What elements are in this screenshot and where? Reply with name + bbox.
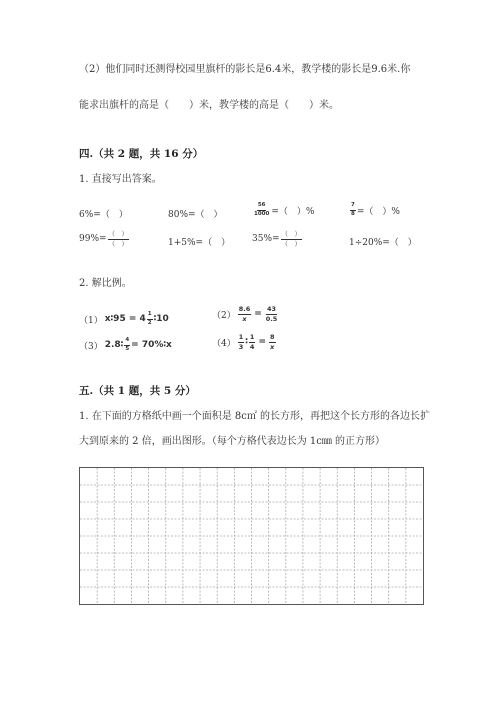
proportion-4: （4） $\frac{1}{3}$ ∶ $\frac{1}{4}$ = $\frac{8}{x}$ <box>212 333 275 351</box>
s5-question-line-2: 大到原来的 2 倍，画出图形。（每个方格代表边长为 1c㎜ 的正方形） <box>79 436 386 447</box>
q1-item-d: $\frac{7}{8}$ =（ ）% <box>351 202 400 217</box>
q1-item-c: $\frac{56}{1000}$ =（ ）% <box>254 202 315 217</box>
q1-item-g: 35%= $\frac{( )}{( )}$ <box>252 230 302 248</box>
proportion-3: （3） 2.8∶ $\frac{4}{5}$ = 70%∶x <box>79 337 172 352</box>
fraction: $\frac{43}{0.5}$ <box>265 305 278 323</box>
fraction: $\frac{1}{4}$ <box>249 333 255 351</box>
fraction: $\frac{8}{x}$ <box>270 333 275 351</box>
fraction: $\frac{7}{8}$ <box>351 202 355 217</box>
q1-item-e: 99%= $\frac{( )}{( )}$ <box>79 230 129 248</box>
q1-item-b: 80%=（ ） <box>168 210 223 220</box>
fraction: $\frac{( )}{( )}$ <box>281 230 302 248</box>
q1-item-a: 6%=（ ） <box>79 210 128 220</box>
q2-title: 2. 解比例。 <box>79 278 132 289</box>
section-5-heading: 五.（共 1 题，共 5 分） <box>79 385 196 397</box>
q1-item-h: 1÷20%=（ ） <box>349 238 417 248</box>
fraction: $\frac{4}{5}$ <box>125 337 130 352</box>
fraction: $\frac{( )}{( )}$ <box>108 230 129 248</box>
question-text-line-2: 能求出旗杆的高是（ ）米，教学楼的高是（ ）米。 <box>79 100 339 111</box>
proportion-1: （1） x∶95 = 4 $\frac{1}{2}$ ∶10 <box>79 311 169 326</box>
fraction: $\frac{56}{1000}$ <box>254 202 270 217</box>
fraction: $\frac{1}{3}$ <box>238 333 244 351</box>
s5-question-line-1: 1. 在下面的方格纸中画一个面积是 8c㎡ 的长方形，再把这个长方形的各边长扩 <box>79 411 431 422</box>
fraction: $\frac{1}{2}$ <box>147 311 152 326</box>
section-4-heading: 四.（共 2 题，共 16 分） <box>79 148 204 160</box>
q1-title: 1. 直接写出答案。 <box>79 174 162 185</box>
fraction: $\frac{8.6}{x}$ <box>238 305 251 323</box>
q1-item-f: 1+5%=（ ） <box>168 238 231 248</box>
question-text-line-1: （2）他们同时还测得校园里旗杆的影长是6.4米，教学楼的影长是9.6米.你 <box>79 64 411 75</box>
grid-paper[interactable] <box>79 467 424 605</box>
proportion-2: （2） $\frac{8.6}{x}$ = $\frac{43}{0.5}$ <box>212 305 278 323</box>
